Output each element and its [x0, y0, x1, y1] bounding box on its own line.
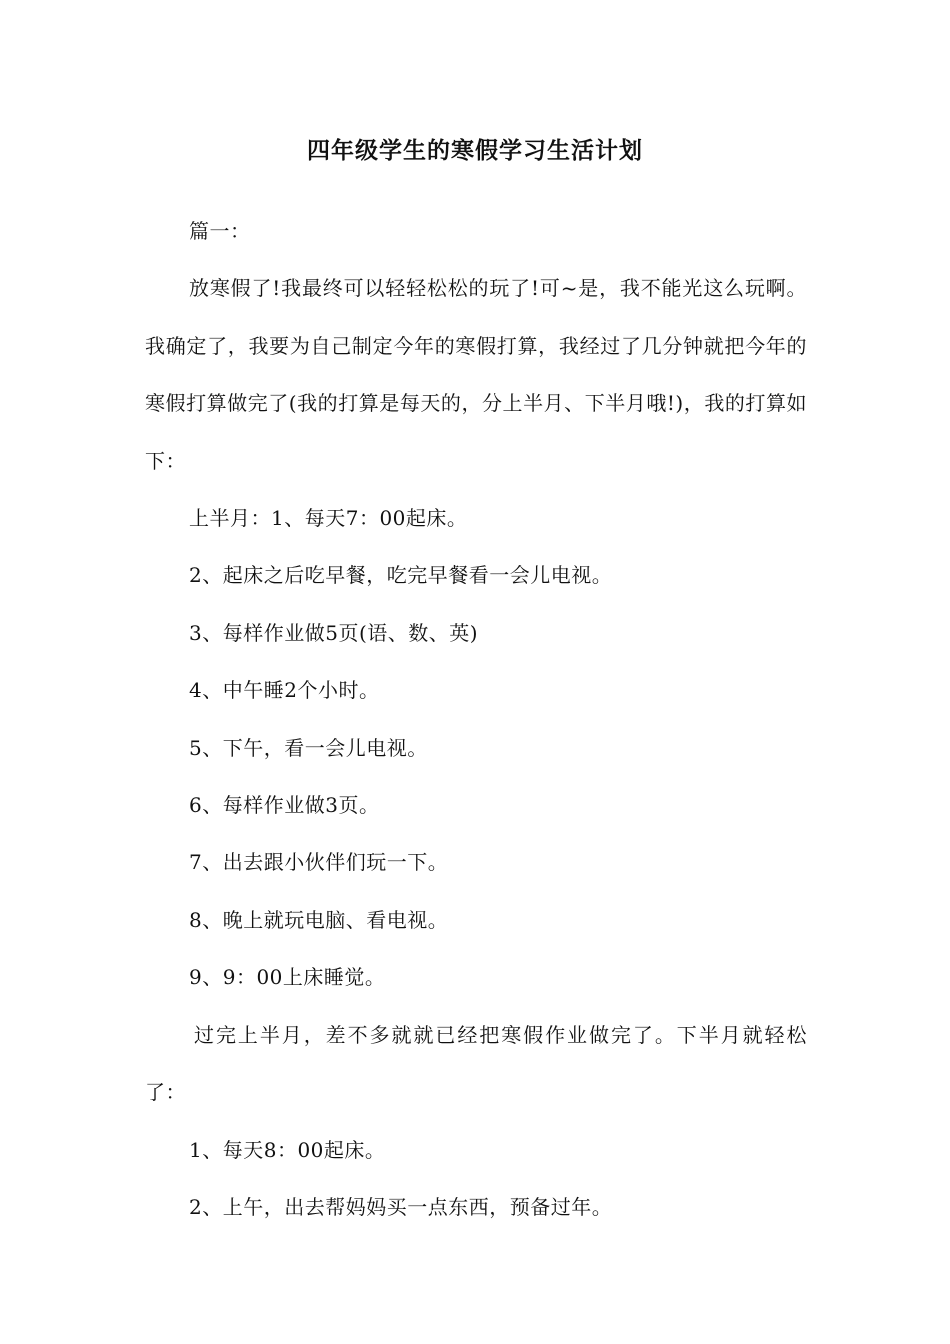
list-item-9: 9、9：00上床睡觉。 [189, 965, 386, 990]
list-item-6: 6、每样作业做3页。 [189, 793, 380, 818]
list-item-4: 4、中午睡2个小时。 [189, 678, 380, 703]
list-item-5: 5、下午，看一会儿电视。 [189, 735, 428, 760]
list-item-7: 7、出去跟小伙伴们玩一下。 [189, 850, 449, 875]
paragraph-intro: 放寒假了!我最终可以轻轻松松的玩了!可~是，我不能光这么玩啊。我确定了，我要为自己制定今年的寒假打算，我经过了几分钟就把今年的寒假打算做完了(我的打算是每天的，分上半月、下半月哦!)，我的打算如下： [145, 276, 807, 473]
list-item-2: 2、起床之后吃早餐，吃完早餐看一会儿电视。 [189, 563, 613, 588]
list-item-8: 8、晚上就玩电脑、看电视。 [189, 907, 449, 932]
paragraph-second-half-intro: 过完上半月，差不多就就已经把寒假作业做完了。下半月就轻松了： [145, 1022, 807, 1105]
list-item-second-half-2: 2、上午，出去帮妈妈买一点东西，预备过年。 [189, 1194, 613, 1219]
list-item-first-half-1: 上半月：1、每天7：00起床。 [189, 506, 468, 531]
document-body [145, 203, 807, 1236]
list-item-3: 3、每样作业做5页(语、数、英) [189, 620, 479, 645]
list-item-second-half-1: 1、每天8：00起床。 [189, 1137, 386, 1162]
paragraph-section-label: 篇一： [189, 219, 251, 243]
document-title: 四年级学生的寒假学习生活计划 [307, 137, 643, 164]
